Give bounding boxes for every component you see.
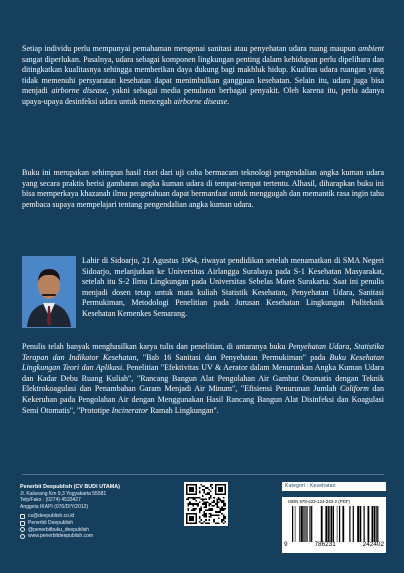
publisher-member: Anggota IKAPI (076/DIY/2012)	[20, 503, 89, 510]
barcode-digit-group: 242402	[362, 541, 384, 548]
book-description-paragraph: Buku ini merupakan sehimpun hasil riset dari uji coba bermacam teknologi pengendalian angka kuman udara yang secara praktis berisi gambaran angka kuman udara di tempat-tempat tertentu. Alhasil, diharapkan buku ini bisa memperkaya khazanah ilmu pengetahuan dapat bermanfaat untuk menggugah dan memantik rasa ingin tahu pembaca supaya mempelajari tentang pengendalian angka kuman udara.	[22, 168, 384, 209]
divider	[22, 474, 384, 475]
barcode-digit-group: 9	[284, 541, 288, 548]
publisher-phone: Telp/Faks : (0274) 4533427	[20, 497, 81, 504]
publisher-facebook[interactable]: Penerbit Deepublish	[20, 520, 170, 527]
instagram-icon	[20, 527, 25, 532]
author-biography: Lahir di Sidoarjo, 21 Agustus 1964, riwayat pendidikan setelah menamatkan di SMA Negeri Sidoarjo, melanjutkan ke Universitas Airlangga Surabaya pada S-1 Kesehatan Masyarakat, setelah itu S-2 Ilmu Lingkungan pada Universitas Sebelas Maret Surakarta. Saat ini penulis menjadi dosen tetap untuk mata kuliah Statistik Kesehatan, Penyehatan Udara, Sanitasi Permukiman, Metodologi Penelitian pada Jurusan Kesehatan Lingkungan Politeknik Kesehatan Kemenkes Semarang.	[82, 256, 384, 318]
facebook-icon	[20, 521, 25, 526]
isbn-barcode	[282, 497, 386, 553]
qr-code[interactable]	[184, 482, 228, 526]
publisher-info	[20, 484, 170, 540]
publisher-address: Jl. Kaliurang Km 9,3 Yogyakarta 55581	[20, 490, 107, 497]
author-works-paragraph: Penulis telah banyak menghasilkan karya tulis dan penelitian, di antaranya buku Penyehatan Udara, Statistika Terapan dan Indikator Kesehatan, "Bab 16 Sanitasi dan Penyehatan Permukiman" pada Buku Kesehatan Lingkungan Teori dan Aplikasi. Penelitian "Efektivitas UV & Aerator dalam Menurunkan Angka Kuman Udara dan Kadar Debu Ruang Kuliah", "Rancang Bangun Alat Pengolahan Air Gambut Otomatis dengan Teknik Elektrokoagulasi dan Penambahan Garam Menjadi Air Minum", "Efisiensi Penurunan Jumlah Coliform dan Kekeruhan pada Pengolahan Air dengan Menggunakan Hasil Rancang Bangun Alat Disinfeksi dan Koagulasi Semi Otomatis", "Prototipe Incinerator Ramah Lingkungan".	[22, 342, 384, 415]
barcode-bars	[292, 506, 380, 542]
barcode-digits	[284, 541, 384, 548]
intro-paragraph: Setiap individu perlu mempunyai pemahaman mengenai sanitasi atau penyehatan udara ruang maupun ambient sangat diperlukan. Pasalnya, udara sebagai komponen lingkungan penting dalam kehidupan perlu dipelihara dan ditingkatkan kualitasnya sehingga memberikan daya dukung bagi makhluk hidup. Kualitas udara ruangan yang tidak memenuhi persyaratan kesehatan dapat menimbulkan gangguan kesehatan. Selain itu, udara juga bisa menjadi airborne disease, yakni sebagai media penularan berbagai penyakit. Oleh karena itu, perlu adanya upaya-upaya desinfeksi udara untuk mencegah airborne disease.	[22, 44, 384, 106]
publisher-name: Penerbit Deepublish (CV BUDI UTAMA)	[20, 484, 120, 490]
mail-icon	[20, 514, 25, 519]
globe-icon	[20, 534, 25, 539]
isbn-text: ISBN 978-623-124-240-2 (PDF)	[288, 499, 350, 504]
category-label: Kategori : Kesehatan	[282, 482, 386, 491]
publisher-email[interactable]: cs@deepublish.co.id	[20, 513, 170, 520]
publisher-instagram[interactable]: @penerbitbuku_deepublish	[20, 527, 170, 534]
barcode-digit-group: 786231	[314, 541, 336, 548]
publisher-website[interactable]: www.penerbitdeepublish.com	[20, 533, 170, 540]
